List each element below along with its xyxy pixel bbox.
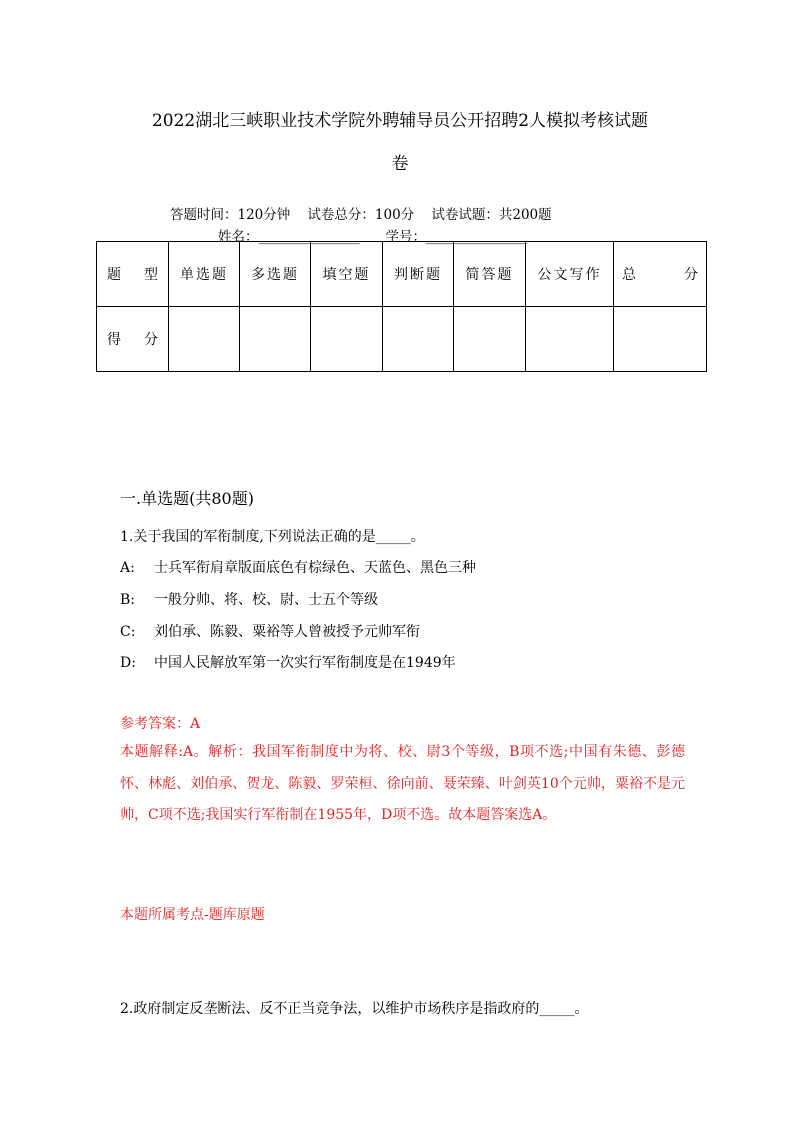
- score-cell: [169, 307, 240, 372]
- header-single-choice: 单选题: [169, 242, 240, 307]
- option-text: 士兵军衔肩章版面底色有棕绿色、天蓝色、黑色三种: [154, 560, 476, 576]
- question-1-answer: 参考答案：A: [120, 716, 201, 732]
- option-label: D:: [120, 655, 136, 671]
- question-1-option-a: [120, 557, 476, 577]
- question-2-stem: 2.政府制定反垄断法、反不正当竞争法，以维护市场秩序是指政府的_____。: [120, 1001, 589, 1017]
- score-cell: [311, 307, 383, 372]
- question-1-explanation: 本题解释:A。解析：我国军衔制度中为将、校、尉3个等级，B项不选;中国有朱德、彭德怀、林彪、刘伯承、贺龙、陈毅、罗荣桓、徐向前、聂荣臻、叶剑英10个元帅，粟裕不是元帅，C项不选;我国实行军衔制在1955年，D项不选。故本题答案选A。: [120, 744, 685, 823]
- score-cell: [614, 307, 707, 372]
- score-cell: [383, 307, 454, 372]
- score-table-header-row: [97, 242, 707, 307]
- option-label: C:: [120, 624, 136, 640]
- question-1-option-b: [120, 589, 378, 609]
- option-text: 中国人民解放军第一次实行军衔制度是在1949年: [154, 655, 456, 671]
- option-label: A:: [120, 560, 135, 576]
- question-1-option-c: [120, 621, 420, 641]
- header-question-type: 题 型: [97, 242, 169, 307]
- exam-meta-info: 答题时间：120分钟 试卷总分：100分 试卷试题：共200题: [170, 207, 552, 223]
- document-title-line2: 卷: [391, 154, 409, 174]
- row-label-score: 得 分: [97, 307, 169, 372]
- option-label: B:: [120, 592, 136, 608]
- header-true-false: 判断题: [383, 242, 454, 307]
- header-total-score: 总 分: [614, 242, 707, 307]
- section-title: 一.单选题(共80题): [120, 489, 254, 508]
- score-table-score-row: [97, 307, 707, 372]
- option-text: 一般分帅、将、校、尉、士五个等级: [154, 592, 378, 608]
- name-id-fields: 姓名：_______________ 学号：_______________: [218, 229, 528, 245]
- question-1-stem: 1.关于我国的军衔制度,下列说法正确的是_____。: [120, 529, 425, 545]
- score-cell: [526, 307, 614, 372]
- score-cell: [240, 307, 311, 372]
- document-title-line1: 2022湖北三峡职业技术学院外聘辅导员公开招聘2人模拟考核试题: [151, 111, 649, 131]
- header-multiple-choice: 多选题: [240, 242, 311, 307]
- option-text: 刘伯承、陈毅、粟裕等人曾被授予元帅军衔: [154, 624, 420, 640]
- score-cell: [454, 307, 526, 372]
- question-1-option-d: [120, 652, 456, 672]
- header-fill-blank: 填空题: [311, 242, 383, 307]
- header-short-answer: 简答题: [454, 242, 526, 307]
- question-1-source: 本题所属考点-题库原题: [120, 907, 265, 923]
- header-official-writing: 公文写作: [526, 242, 614, 307]
- score-table: [96, 241, 707, 372]
